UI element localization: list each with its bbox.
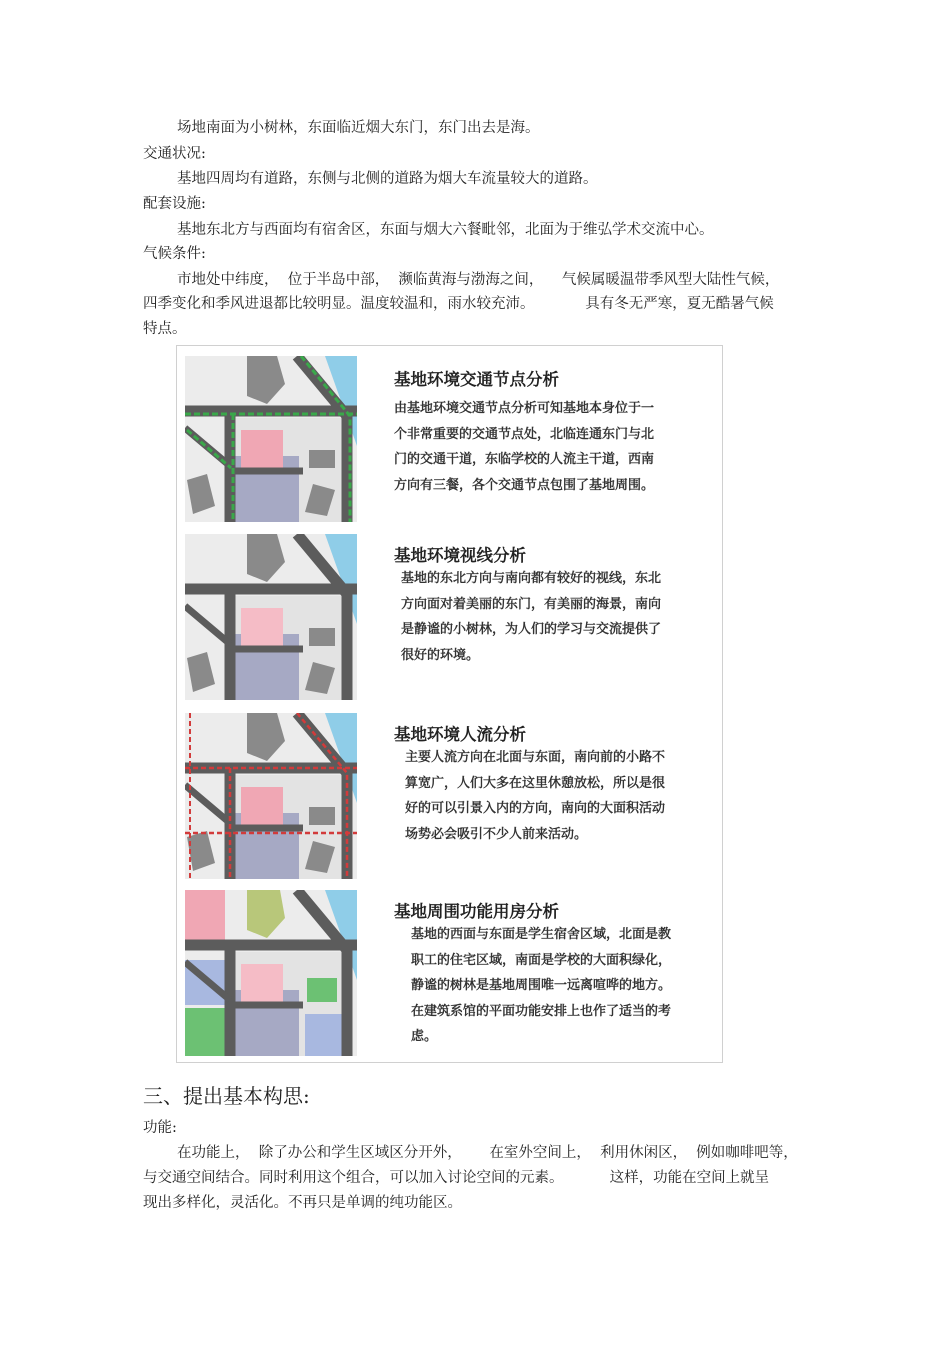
panel-text-line: 场势必会吸引不少人前来活动。 [405, 826, 588, 842]
panel-traffic-nodes [177, 346, 722, 518]
panel-text-line: 是静谧的小树林，为人们的学习与交流提供了 [401, 622, 662, 637]
climate-line-3: 特点。 [143, 321, 187, 337]
climate-label: 气候条件: [143, 246, 206, 262]
panel-text-line: 很好的环境。 [401, 647, 480, 663]
panel-text [405, 745, 725, 847]
function-label: 功能: [143, 1120, 177, 1136]
panel-sightline [177, 524, 722, 696]
section-heading: 三、提出基本构思: [143, 1084, 310, 1108]
panel-text [411, 922, 731, 1050]
panel-title: 基地环境交通节点分析 [394, 370, 559, 389]
panel-text-line: 职工的住宅区域，南面是学校的大面积绿化， [411, 952, 672, 968]
panel-pedestrian-flow [177, 703, 722, 875]
facilities-label: 配套设施: [143, 196, 206, 212]
traffic-text: 基地四周均有道路，东侧与北侧的道路为烟大车流量较大的道路。 [177, 171, 598, 187]
panel-text-line: 方向有三餐，各个交通节点包围了基地周围。 [394, 477, 655, 493]
panel-text-line: 在建筑系馆的平面功能安排上也作了适当的考 [411, 1003, 672, 1019]
panel-text-line: 个非常重要的交通节点处，北临连通东门与北 [394, 426, 655, 442]
panel-text-line: 主要人流方向在北面与东面，南向前的小路不 [405, 750, 666, 765]
climate-line-2: 四季变化和季风进退都比较明显。温度较温和，雨水较充沛。 具有冬无严寒，夏无酷暑气候 [143, 296, 774, 312]
panel-title: 基地环境视线分析 [394, 546, 526, 565]
panel-text-line: 算宽广，人们大多在这里休憩放松，所以是很 [405, 775, 666, 791]
surrounding-function-map [185, 890, 357, 1056]
sightline-map [185, 534, 357, 700]
climate-line-1: 市地处中纬度， 位于半岛中部， 濒临黄海与渤海之间， 气候属暖温带季风型大陆性气候， [177, 272, 780, 288]
traffic-node-map [185, 356, 357, 522]
function-line-2: 与交通空间结合。同时利用这个组合，可以加入讨论空间的元素。 这样，功能在空间上就呈 [143, 1170, 770, 1186]
function-line-3: 现出多样化，灵活化。不再只是单调的纯功能区。 [143, 1195, 462, 1211]
panel-title: 基地环境人流分析 [394, 725, 526, 744]
facilities-text: 基地东北方与西面均有宿舍区，东面与烟大六餐毗邻，北面为于维弘学术交流中心。 [177, 222, 714, 238]
pedestrian-flow-map [185, 713, 357, 879]
panel-text-line: 基地的西面与东面是学生宿舍区域，北面是教 [411, 927, 672, 942]
traffic-label: 交通状况: [143, 146, 206, 162]
panel-text [401, 566, 721, 668]
paragraph-site-south: 场地南面为小树林，东面临近烟大东门，东门出去是海。 [177, 120, 540, 136]
panel-text-line: 由基地环境交通节点分析可知基地本身位于一 [394, 401, 655, 416]
panel-surrounding-functions [177, 880, 722, 1052]
panel-text-line: 基地的东北方向与南向都有较好的视线，东北 [401, 571, 662, 586]
panel-text-line: 方向面对着美丽的东门，有美丽的海景，南向 [401, 596, 662, 612]
panel-text [394, 396, 714, 498]
panel-text-line: 虑。 [411, 1029, 438, 1044]
panel-text-line: 静谧的树林是基地周围唯一远离喧哗的地方。 [411, 978, 672, 993]
panel-text-line: 好的可以引景入内的方向，南向的大面积活动 [405, 801, 666, 816]
panel-text-line: 门的交通干道，东临学校的人流主干道，西南 [394, 452, 655, 467]
panel-title: 基地周围功能用房分析 [394, 902, 559, 921]
site-analysis-figure [176, 345, 723, 1063]
function-line-1: 在功能上， 除了办公和学生区域区分开外， 在室外空间上， 利用休闲区， 例如咖啡吧等， [177, 1145, 798, 1161]
